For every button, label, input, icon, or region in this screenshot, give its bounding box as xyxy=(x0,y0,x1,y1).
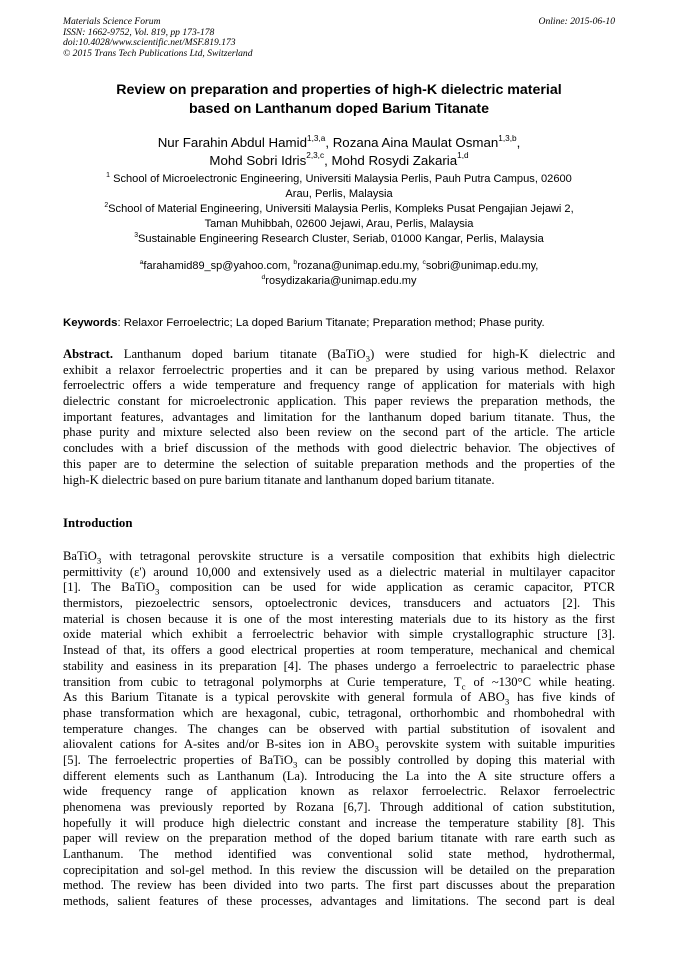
author-name: Mohd Sobri Idris xyxy=(209,152,307,168)
author-separator: , xyxy=(324,152,332,168)
email-line xyxy=(60,274,618,289)
subscript: 3 xyxy=(365,353,371,364)
affiliation-sup: 2 xyxy=(104,201,109,209)
keywords xyxy=(63,316,623,330)
email-sup: b xyxy=(293,258,298,266)
abstract-label: Abstract. xyxy=(63,347,114,361)
intro-text: perovskite system with suitable impurities xyxy=(378,737,615,752)
intro-line: Lanthanum. The method identified was conventional solid state method, hydrothermal, xyxy=(63,847,615,862)
intro-line xyxy=(63,737,615,753)
journal-name: Materials Science Forum xyxy=(63,16,161,27)
affiliation-line: Arau, Perlis, Malaysia xyxy=(285,188,393,201)
affiliation-2 xyxy=(60,202,618,232)
intro-line xyxy=(63,690,615,706)
introduction-paragraph xyxy=(63,549,615,910)
intro-line: method. The review has been divided into two parts. The first part discusses about the preparation xyxy=(63,878,615,893)
intro-text: of ~130°C while heating. xyxy=(465,674,616,689)
affiliation-3 xyxy=(60,232,618,247)
intro-line: paper will review on the preparation method of the doped barium titanate with rare earth such as xyxy=(63,831,615,846)
author-separator: , xyxy=(325,135,333,150)
subscript: 3 xyxy=(374,743,379,754)
title-line: Review on preparation and properties of high-K dielectric material xyxy=(116,82,562,98)
author-list xyxy=(40,134,638,169)
author-line xyxy=(40,134,638,152)
abstract-line: exhibit a relaxor ferroelectric properties and it can be prepared by using various method. Relaxor xyxy=(63,362,615,377)
intro-line xyxy=(63,580,615,596)
affiliation-text: School of Microelectronic Engineering, Universiti Malaysia Perlis, Pauh Putra Campus, 02600 xyxy=(109,173,572,185)
paper-title xyxy=(40,81,638,118)
journal-issn: ISSN: 1662-9752, Vol. 819, pp 173-178 xyxy=(63,26,215,38)
subscript: 3 xyxy=(504,696,510,707)
author-line xyxy=(40,152,638,170)
intro-line: thermistors, piezoelectric sensors, optoelectronic devices, transducers and actuators [2]. This xyxy=(63,596,615,611)
section-heading-introduction: Introduction xyxy=(63,516,133,530)
intro-line: stability and easiness in its preparation [4]. The phases undergo a ferroelectric to paraelectric phase xyxy=(63,658,615,673)
abstract-text: ) were studied for high-K dielectric and xyxy=(370,347,615,361)
intro-line xyxy=(63,753,615,769)
abstract-text: Lanthanum doped barium titanate (BaTiO xyxy=(113,347,366,361)
intro-text: aliovalent cations for A-sites and/or B-sites ion in ABO xyxy=(63,737,375,752)
affiliation-1 xyxy=(60,172,618,202)
abstract-line: high-K dielectric based on pure barium titanate and lanthanum doped barium titanate. xyxy=(63,472,495,487)
affiliation-line xyxy=(60,172,618,187)
keywords-text: : Relaxor Ferroelectric; La doped Barium Titanate; Preparation method; Phase purity. xyxy=(117,317,545,329)
intro-line: methods, salient features of these processes, advantages and limitations. The second part is deal xyxy=(63,894,615,909)
author-separator: , xyxy=(516,135,521,150)
intro-line xyxy=(63,675,615,691)
email-sup: a xyxy=(139,258,144,266)
email-sup: c xyxy=(422,258,426,266)
intro-line: oxide material which exhibit a ferroelectric behavior with simple crystallographic structure [3]. xyxy=(63,627,615,642)
intro-text: [1]. The BaTiO xyxy=(63,580,155,595)
email-link[interactable]: sobri@unimap.edu.my, xyxy=(425,260,539,272)
email-link[interactable]: rozana@unimap.edu.my, xyxy=(297,260,423,272)
abstract-line: dielectric constant for microelectronic application. This paper reviews the preparation methods, the xyxy=(63,394,615,409)
intro-line: wide frequency range of application known as relaxor ferroelectric. Relaxor ferroelectric xyxy=(63,784,615,799)
intro-text: As this Barium Titanate is a typical perovskite with general formula of ABO xyxy=(63,690,505,705)
author-affil-sup: 1,3,a xyxy=(306,133,326,143)
email-sup: d xyxy=(261,273,266,281)
abstract-paragraph xyxy=(63,347,615,488)
affiliation-line xyxy=(60,202,618,217)
abstract-line: important features, advantages and limitation for the lanthanum doped barium titanate. Thus, the xyxy=(63,409,615,424)
email-line xyxy=(60,259,618,274)
journal-copyright: © 2015 Trans Tech Publications Ltd, Switzerland xyxy=(63,47,253,59)
abstract-line: phase purity and mixture selected also been review on the second part of the article. The article xyxy=(63,425,615,440)
subscript: 3 xyxy=(154,586,160,597)
subscript: 3 xyxy=(292,759,298,770)
author-name: Mohd Rosydi Zakaria xyxy=(331,152,458,168)
title-line: based on Lanthanum doped Barium Titanate xyxy=(188,100,490,117)
abstract-line xyxy=(63,347,615,363)
intro-line xyxy=(63,549,615,565)
author-emails xyxy=(60,259,618,289)
intro-line: phenomena was previously reported by Rozana [6,7]. Through additional of cation substitution, xyxy=(63,800,615,814)
intro-line: Instead of that, its offers a good electrical properties at room temperature, mechanical and chemical xyxy=(63,643,615,658)
intro-text: transition from cubic to tetragonal polymorphs at Curie temperature, T xyxy=(63,674,462,689)
affiliation-text: School of Material Engineering, Universiti Malaysia Perlis, Kompleks Pusat Pengajian Jejawi 2, xyxy=(108,203,574,215)
intro-line: different elements such as Lanthanum (La). Introducing the La into the A site structure offers a xyxy=(63,768,615,783)
intro-line: hopefully it will produce high dielectric constant and increase the temperature stability [8]. This xyxy=(63,815,615,830)
subscript: c xyxy=(461,681,466,692)
intro-line: material is chosen because it is one of the most interesting materials due to its history as the first xyxy=(63,611,615,626)
intro-text: with tetragonal perovskite structure is a versatile composition that exhibits high dielectric xyxy=(101,549,615,563)
intro-line: coprecipitation and sol-gel method. In this review the discussion will be detailed on the preparation xyxy=(63,862,615,877)
affiliation-line xyxy=(60,232,618,247)
affiliation-sup: 3 xyxy=(134,231,139,239)
author-affil-sup: 1,3,b xyxy=(498,133,517,143)
author-name: Nur Farahin Abdul Hamid xyxy=(157,135,307,150)
online-date: Online: 2015-06-10 xyxy=(538,16,615,27)
intro-text: [5]. The ferroelectric properties of BaTiO xyxy=(63,752,293,767)
intro-text: BaTiO xyxy=(63,549,97,563)
abstract-line: ferroelectric offers a wide temperature and frequency range of application for materials with high xyxy=(63,378,615,393)
intro-line: permittivity (ε') around 10,000 and extensively used as a dielectric material in multilayer capacitor xyxy=(63,564,615,579)
author-name: Rozana Aina Maulat Osman xyxy=(332,135,499,150)
author-affil-sup: 2,3,c xyxy=(306,151,325,161)
email-link[interactable]: rosydizakaria@unimap.edu.my xyxy=(265,275,417,287)
abstract-line: this paper are to determine the selection of suitable preparation methods and the properties of the xyxy=(63,456,615,471)
intro-text: has five kinds of xyxy=(509,690,615,705)
intro-text: can be possibly controlled by doping this material with xyxy=(297,752,615,767)
email-link[interactable]: farahamid89_sp@yahoo.com, xyxy=(143,260,294,272)
author-affil-sup: 1,d xyxy=(457,151,469,161)
affiliation-text: Sustainable Engineering Research Cluster, Seriab, 01000 Kangar, Perlis, Malaysia xyxy=(138,233,544,245)
intro-text: composition can be used for wide application as ceramic capacitor, PTCR xyxy=(159,580,615,595)
keywords-label: Keywords xyxy=(63,317,118,329)
journal-header xyxy=(63,17,253,59)
abstract-line: concludes with a brief discussion of the methods with good dielectric behavior. The objectives of xyxy=(63,441,615,456)
subscript: 3 xyxy=(96,555,102,566)
intro-line: temperature changes. The changes can be observed with partial substitution of isovalent and xyxy=(63,721,615,736)
intro-line: phase transformation which are hexagonal, cubic, tetragonal, orthorhombic and rhombohedral with xyxy=(63,705,615,720)
journal-doi: doi:10.4028/www.scientific.net/MSF.819.173 xyxy=(63,37,236,49)
affiliation-line: Taman Muhibbah, 02600 Jejawi, Arau, Perlis, Malaysia xyxy=(204,218,474,231)
affiliation-sup: 1 xyxy=(106,171,110,179)
